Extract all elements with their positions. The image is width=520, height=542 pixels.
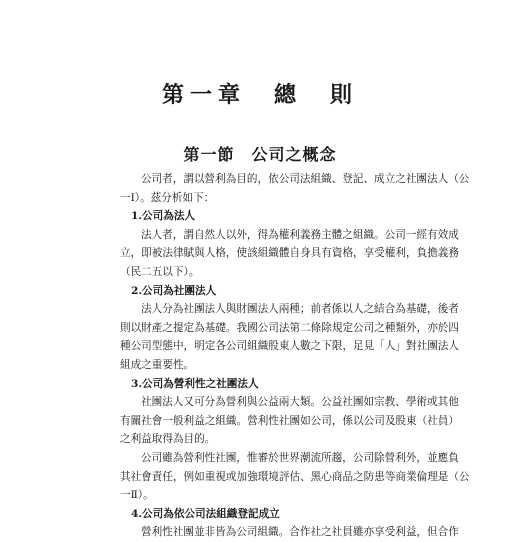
subsection-heading: 3.公司為營利性之社團法人 (131, 377, 259, 390)
paragraph-line: 社團法人又可分為營利與公益兩大類。公益社團如宗教、學術或其他 (141, 396, 459, 409)
paragraph-line: 組成之重要性。 (120, 358, 195, 371)
paragraph-line: 一Ⅱ）。 (120, 489, 154, 502)
section-title: 第一節 公司之概念 (183, 145, 337, 164)
paragraph-line: 立，即被法律賦與人格，使該組織體自身具有資格，享受權利，負擔義務 (120, 247, 459, 260)
paragraph-line: 其社會責任，例如重視或加強環境評估、黑心商品之防患等商業倫理是（公 (120, 470, 470, 483)
paragraph-line: 公司者，謂以營利為目的，依公司法組織、登記、成立之社團法人（公 (141, 173, 470, 185)
subsection-heading: 2.公司為社團法人 (131, 284, 217, 297)
paragraph-line: 則以財產之提定為基礎。我國公司法第二條除規定公司之種類外，亦於四 (120, 321, 459, 334)
subsection-heading: 4.公司為依公司法組織登記成立 (131, 507, 280, 520)
subsection-heading: 1.公司為法人 (131, 210, 196, 223)
paragraph-line: 之利益取得為目的。 (120, 433, 216, 446)
document-body (120, 170, 470, 542)
paragraph-line: 營利性社團並非皆為公司組織。合作社之社員雖亦享受利益，但合作 (141, 526, 459, 539)
paragraph-line: 有關社會一般利益之組織。營利性社團如公司，係以公司及股東（社員） (120, 414, 459, 427)
paragraph-line: 法人者，謂自然人以外，得為權利義務主體之組織。公司一經有效成 (141, 228, 459, 241)
paragraph-line: 公司雖為營利性社團，惟審於世界潮流所趨，公司除營利外，並應負 (141, 451, 459, 464)
paragraph-line: 一Ⅰ）。茲分析如下： (120, 191, 215, 204)
paragraph-line: 種公司型態中，明定各公司組織股東人數之下限，足見「人」對社團法人 (120, 340, 459, 353)
paragraph-line: （民二五以下）。 (120, 265, 200, 278)
chapter-title: 第一章 總 則 (161, 82, 358, 108)
paragraph-line: 法人分為社團法人與財團法人兩種；前者係以人之結合為基礎，後者 (141, 303, 459, 316)
